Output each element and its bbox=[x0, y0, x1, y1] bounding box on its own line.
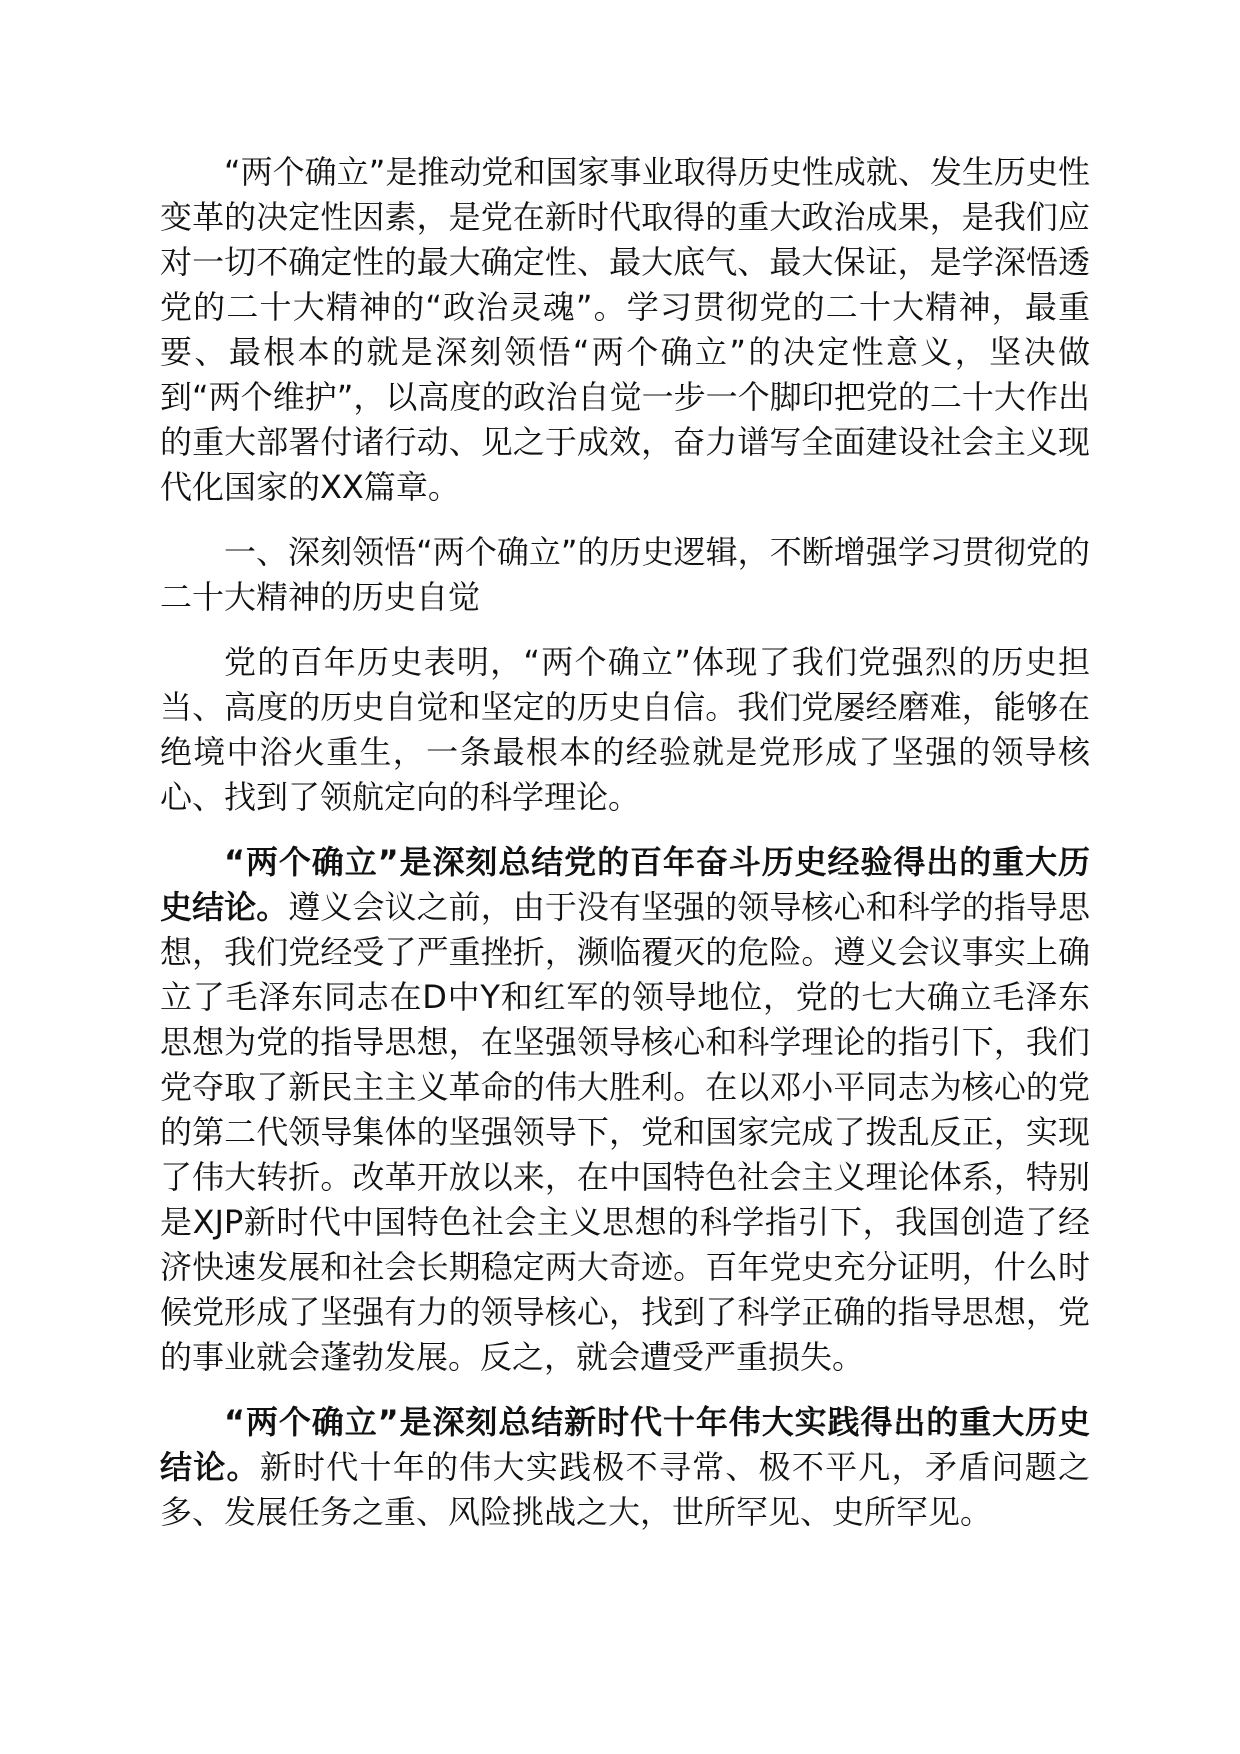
section-heading-text: 一、深刻领悟“两个确立”的历史逻辑，不断增强学习贯彻党的二十大精神的历史自觉 bbox=[160, 533, 1090, 616]
intro-paragraph bbox=[160, 150, 1090, 510]
section-heading bbox=[160, 530, 1090, 620]
century-paragraph-lead: “两个确立”是深刻总结党的百年奋斗历史经验得出的重大历史结论。 bbox=[160, 843, 1090, 926]
decade-paragraph bbox=[160, 1400, 1090, 1535]
intro-paragraph-text: “两个确立”是推动党和国家事业取得历史性成就、发生历史性变革的决定性因素，是党在新时代取得的重大政治成果，是我们应对一切不确定性的最大确定性、最大底气、最大保证，是学深悟透党的二十大精神的“政治灵魂”。学习贯彻党的二十大精神，最重要、最根本的就是深刻领悟“两个确立”的决定性意义，坚决做到“两个维护”，以高度的政治自觉一步一个脚印把党的二十大作出的重大部署付诸行动、见之于成效，奋力谱写全面建设社会主义现代化国家的XX篇章。 bbox=[160, 153, 1090, 506]
decade-paragraph-text: 新时代十年的伟大实践极不寻常、极不平凡，矛盾问题之多、发展任务之重、风险挑战之大，世所罕见、史所罕见。 bbox=[160, 1448, 1090, 1531]
document-page bbox=[160, 150, 1090, 1555]
century-paragraph bbox=[160, 840, 1090, 1380]
century-paragraph-text: 遵义会议之前，由于没有坚强的领导核心和科学的指导思想，我们党经受了严重挫折，濒临覆灭的危险。遵义会议事实上确立了毛泽东同志在D中Y和红军的领导地位，党的七大确立毛泽东思想为党的指导思想，在坚强领导核心和科学理论的指引下，我们党夺取了新民主主义革命的伟大胜利。在以邓小平同志为核心的党的第二代领导集体的坚强领导下，党和国家完成了拨乱反正，实现了伟大转折。改革开放以来，在中国特色社会主义理论体系，特别是XJP新时代中国特色社会主义思想的科学指引下，我国创造了经济快速发展和社会长期稳定两大奇迹。百年党史充分证明，什么时候党形成了坚强有力的领导核心，找到了科学正确的指导思想，党的事业就会蓬勃发展。反之，就会遭受严重损失。 bbox=[160, 888, 1090, 1376]
decade-paragraph-lead: “两个确立”是深刻总结新时代十年伟大实践得出的重大历史结论。 bbox=[160, 1403, 1090, 1486]
history-paragraph-text: 党的百年历史表明，“两个确立”体现了我们党强烈的历史担当、高度的历史自觉和坚定的历史自信。我们党屡经磨难，能够在绝境中浴火重生，一条最根本的经验就是党形成了坚强的领导核心、找到了领航定向的科学理论。 bbox=[160, 643, 1090, 816]
history-paragraph bbox=[160, 640, 1090, 820]
